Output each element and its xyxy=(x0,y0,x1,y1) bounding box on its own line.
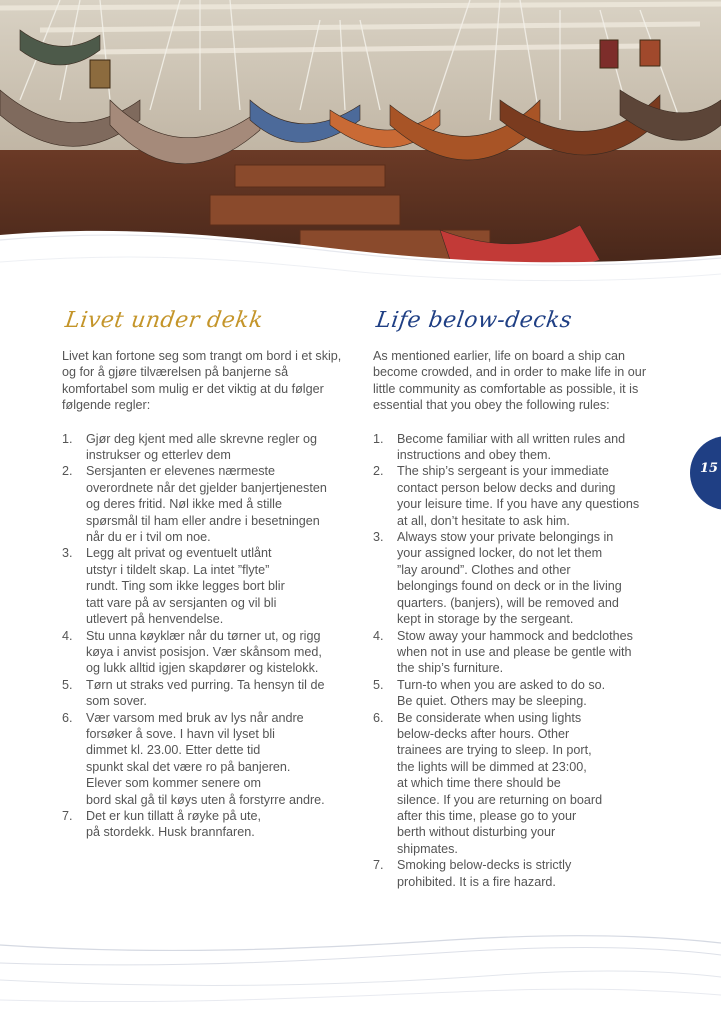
list-item: 4. Stu unna køyklær når du tørner ut, og rigg køya i anvist posisjon. Vær skånsom med, og lukk alltid igjen skapdører og kistelokk. xyxy=(62,628,322,676)
list-item: 6. Be considerate when using lights below-decks after hours. Other trainees are trying to sleep. In port, the lights will be dimmed at 23:00, at which time there should be silence. If you are returning on board after this time, please go to your berth without disturbing your shipmates. xyxy=(373,710,603,856)
footer-wave-lines xyxy=(0,905,721,1023)
list-item: 7. Det er kun tillatt å røyke på ute, på stordekk. Husk brannfaren. xyxy=(62,808,261,840)
english-column xyxy=(373,308,663,890)
page-number: 15 xyxy=(700,461,719,476)
list-item: 1. Gjør deg kjent med alle skrevne regler og instrukser og etterlev dem xyxy=(62,431,317,463)
norwegian-intro: Livet kan fortone seg som trangt om bord i et skip, og for å gjøre tilværelsen på banjerne så komfortabel som mulig er det viktig at du følger følgende regler: xyxy=(62,349,342,413)
wave-decoration xyxy=(0,0,721,320)
english-intro: As mentioned earlier, life on board a ship can become crowded, and in order to make life in our little community as comfortable as possible, it is essential that you obey the following rules: xyxy=(373,349,647,413)
list-item: 3. Legg alt privat og eventuelt utlånt utstyr i tildelt skap. La intet ”flyte” rundt. Ting som ikke legges bort blir tatt vare på av sersjanten og vil bli utlevert på henvendelse. xyxy=(62,546,285,627)
norwegian-heading: Livet under dekk xyxy=(63,308,265,333)
english-heading: Life below-decks xyxy=(374,308,574,333)
list-item: 5. Tørn ut straks ved purring. Ta hensyn til de som sover. xyxy=(62,677,325,709)
norwegian-rules-list xyxy=(62,431,352,841)
norwegian-column xyxy=(62,308,352,841)
list-item: 2. The ship’s sergeant is your immediate contact person below decks and during your leisure time. If you have any questions at all, don’t hesitate to ask him. xyxy=(373,464,640,528)
list-item: 5. Turn-to when you are asked to do so. Be quiet. Others may be sleeping. xyxy=(373,677,606,709)
english-rules-list xyxy=(373,431,663,890)
list-item: 1. Become familiar with all written rules and instructions and obey them. xyxy=(373,431,626,463)
list-item: 3. Always stow your private belongings in your assigned locker, do not let them ”lay around”. Clothes and other belongings found on deck or in the living quarters. (banjers), will be removed and kept in storage by the sergeant. xyxy=(373,530,622,627)
list-item: 4. Stow away your hammock and bedclothes when not in use and please be gentle with the ship’s furniture. xyxy=(373,628,633,676)
list-item: 2. Sersjanten er elevenes nærmeste overordnete når det gjelder banjertjenesten og deres fritid. Nøl ikke med å stille spørsmål til ham eller andre i besetningen når du er i tvil om noe. xyxy=(62,464,327,545)
list-item: 7. Smoking below-decks is strictly prohibited. It is a fire hazard. xyxy=(373,858,572,889)
list-item: 6. Vær varsom med bruk av lys når andre forsøker å sove. I havn vil lyset bli dimmet kl. 23.00. Etter dette tid spunkt skal det være ro på banjeren. Elever som kommer senere om bord skal gå til køys uten å forstyrre andre. xyxy=(62,710,325,807)
